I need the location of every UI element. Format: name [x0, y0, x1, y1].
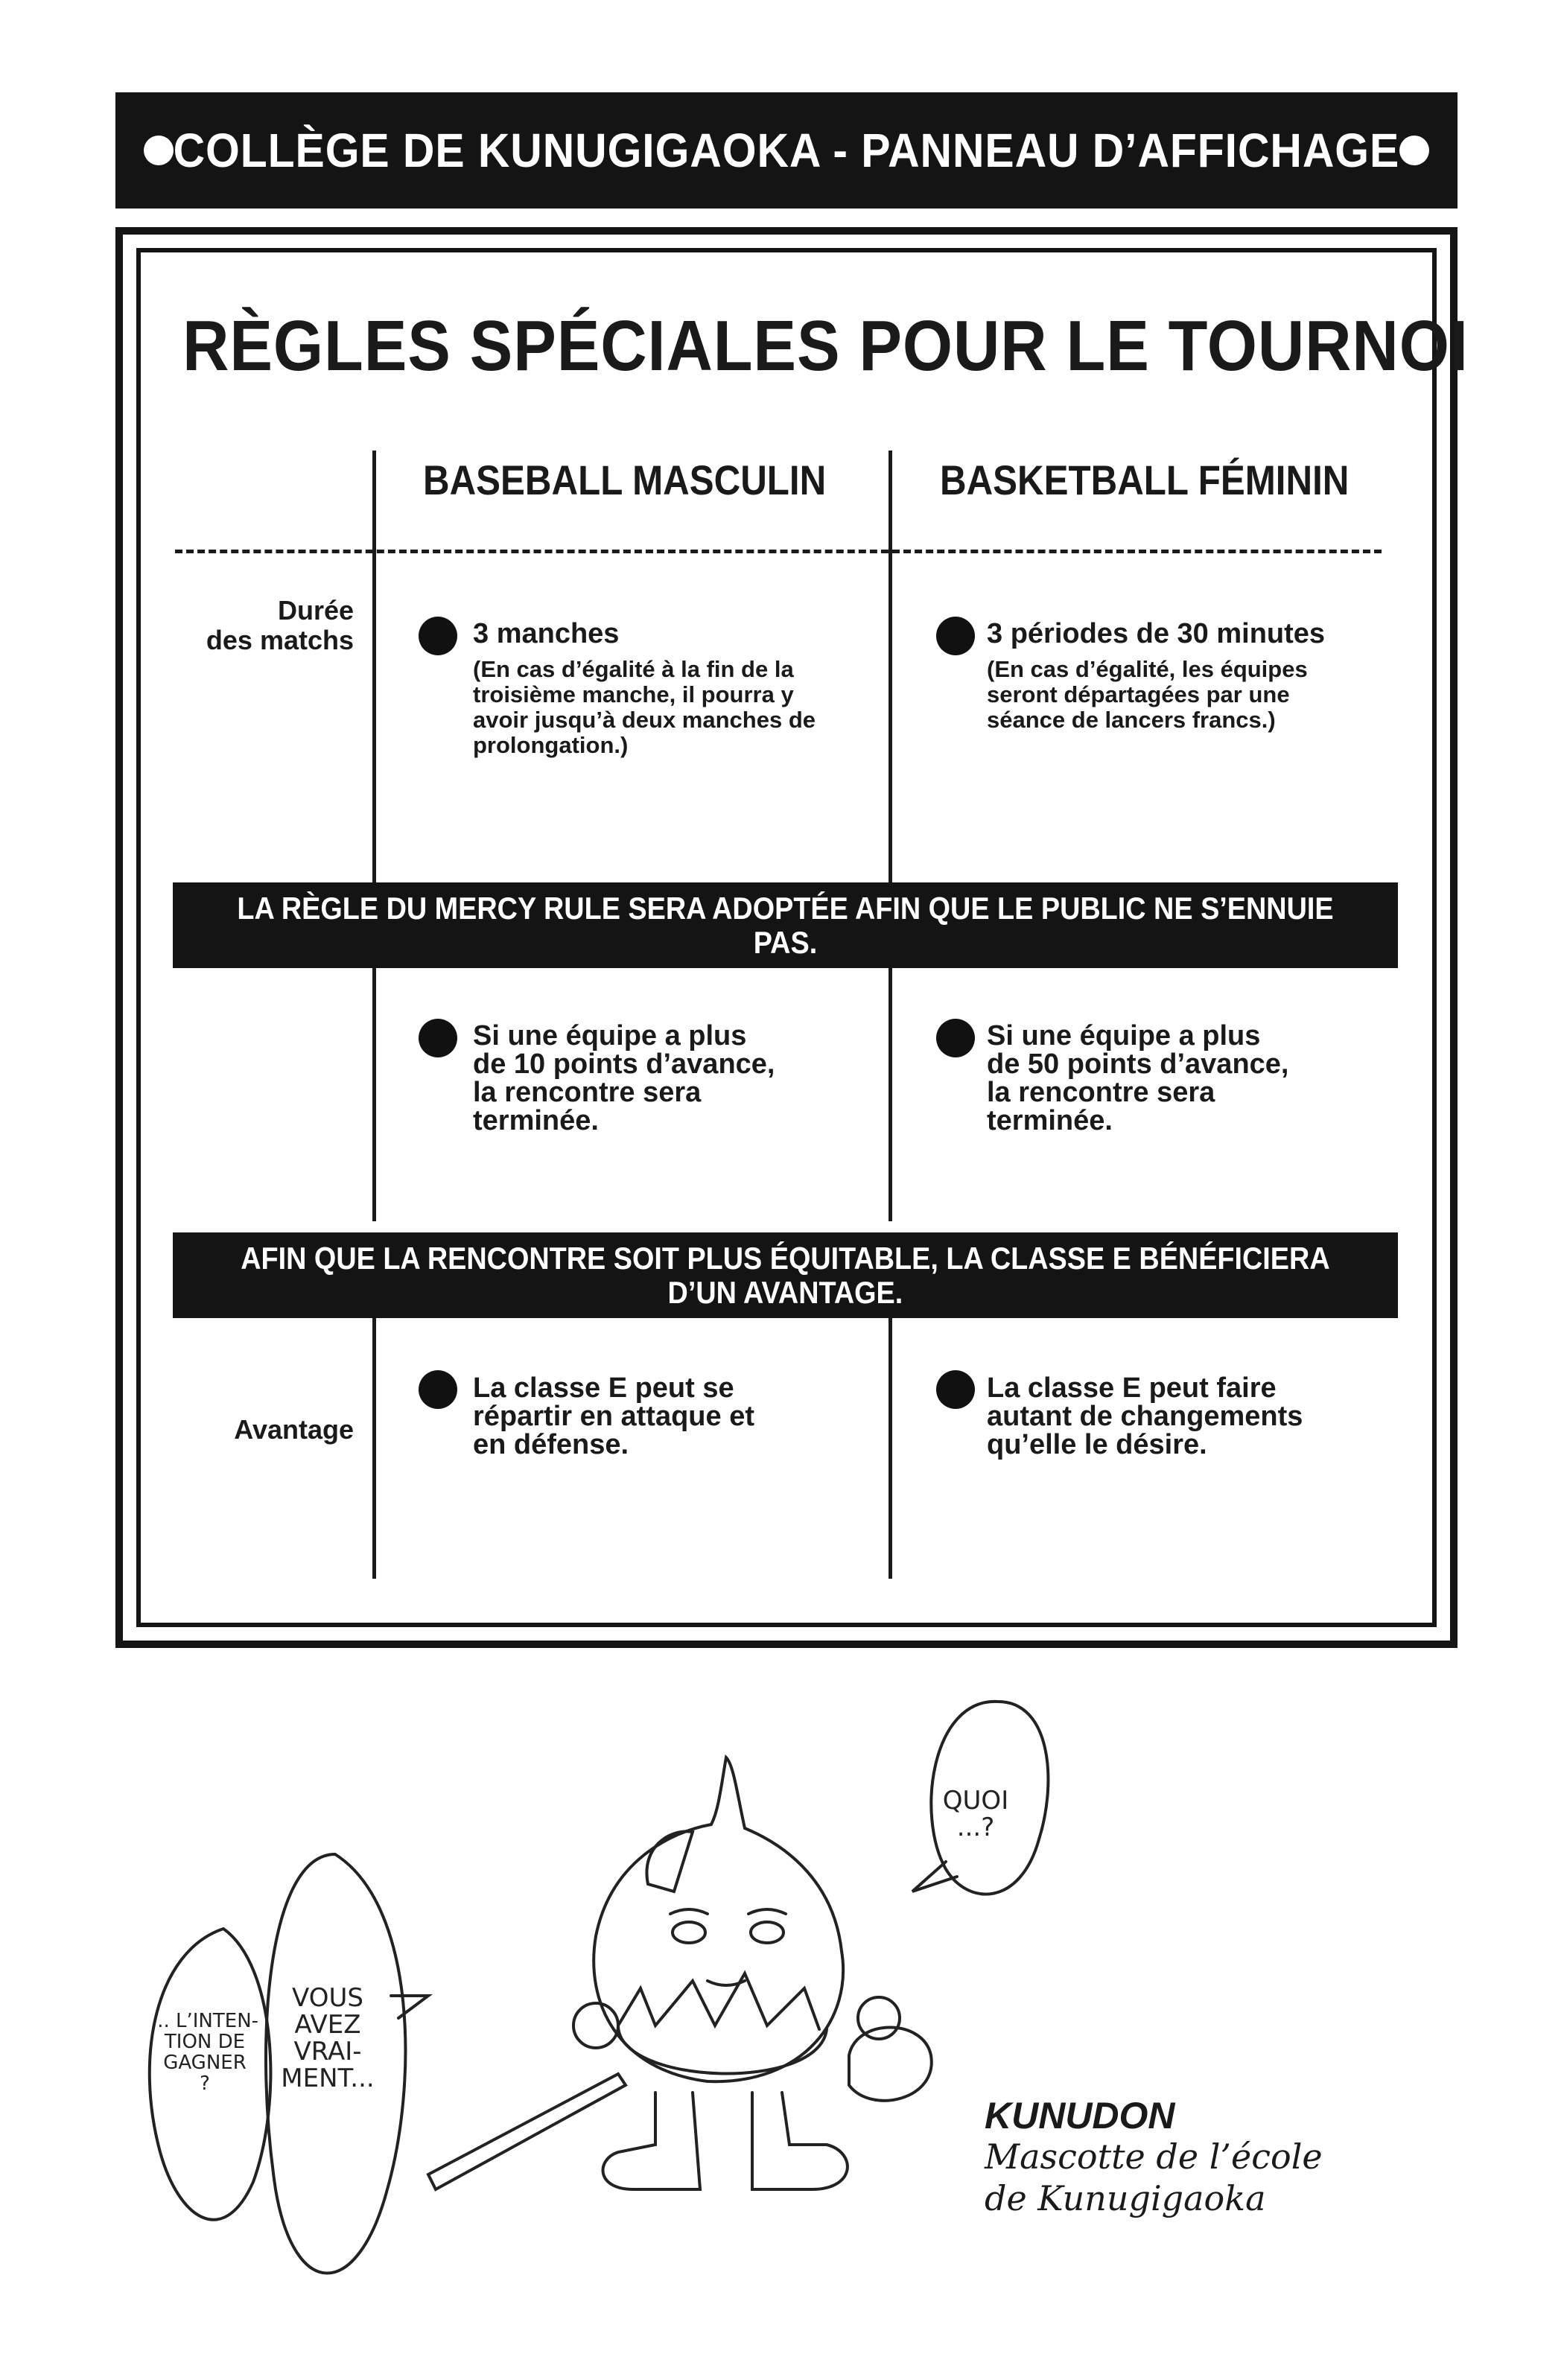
mascot-leg-right: [752, 2093, 848, 2189]
column-divider-right-bottom: [889, 1318, 892, 1579]
speech-text-left: ... L’INTEN- TION DE GAGNER ?: [150, 2010, 259, 2095]
bullet-icon: [419, 1370, 457, 1409]
mascot-glove: [849, 2028, 932, 2101]
banner-text-line: D’UN AVANTAGE.: [667, 1274, 903, 1310]
column-divider-left-top: [372, 451, 376, 884]
row-label-duration: [206, 596, 354, 655]
mascot-eye: [673, 1922, 705, 1943]
banner-text-line: AFIN QUE LA RENCONTRE SOIT PLUS ÉQUITABLE, LA CLASSE E BÉNÉFICIERA: [241, 1240, 1330, 1276]
bullet-dot-right: [1399, 136, 1429, 165]
cell-basketball-duration: [987, 618, 1337, 733]
header-title: COLLÈGE DE KUNUGIGAOKA - PANNEAU D’AFFICHAGE: [173, 124, 1400, 177]
row-label-line: Durée: [277, 595, 354, 626]
row-label-line: des matchs: [206, 625, 354, 655]
mascot-description: [985, 2136, 1323, 2219]
banner-text: LA RÈGLE DU MERCY RULE SERA ADOPTÉE AFIN QUE LE PUBLIC NE S’ENNUIE PAS.: [237, 890, 1334, 960]
mercy-rule-banner: [173, 882, 1398, 968]
cell-main-text: 3 périodes de 30 minutes: [987, 618, 1326, 649]
bulletin-header: [115, 92, 1457, 209]
mascot-description-line: Mascotte de l’école: [985, 2136, 1323, 2177]
bullet-icon: [936, 617, 975, 655]
mascot-leg-left: [603, 2093, 700, 2189]
baseball-bat-icon: [428, 2074, 626, 2189]
column-header-basketball: BASKETBALL FÉMININ: [940, 456, 1350, 503]
cell-basketball-mercy: Si une équipe a plus de 50 points d’avance, la rencontre sera terminée.: [987, 1020, 1289, 1136]
row-label-advantage: Avantage: [234, 1414, 354, 1445]
cell-baseball-mercy: Si une équipe a plus de 10 points d’avance, la rencontre sera terminée.: [473, 1020, 775, 1136]
column-divider-left-bottom: [372, 1318, 376, 1579]
mascot-head: [594, 1757, 843, 2081]
mascot-eye: [751, 1922, 783, 1943]
column-divider-right-mid: [889, 968, 892, 1221]
board-title: RÈGLES SPÉCIALES POUR LE TOURNOI: [182, 306, 1469, 386]
bullet-icon: [936, 1019, 975, 1057]
bullet-icon: [936, 1370, 975, 1409]
bullet-dot-left: [144, 136, 174, 165]
cell-sub-text: (En cas d’égalité, les équipes seront départagées par une séance de lancers francs.): [987, 656, 1308, 733]
cell-sub-text: (En cas d’égalité à la fin de la troisième manche, il pourra y avoir jusqu’à deux manches de prolongation.): [473, 656, 816, 758]
column-divider-right-top: [889, 451, 892, 884]
column-divider-left-mid: [372, 968, 376, 1221]
advantage-banner: [173, 1232, 1398, 1318]
cell-basketball-advantage: La classe E peut faire autant de changements qu’elle le désire.: [987, 1372, 1303, 1460]
speech-bubble-tail: [391, 1996, 428, 2018]
cell-main-text: 3 manches: [473, 618, 620, 649]
cell-baseball-duration: [473, 618, 823, 758]
cell-baseball-advantage: La classe E peut se répartir en attaque et en défense.: [473, 1372, 754, 1460]
header-separator: [175, 550, 1382, 553]
speech-text-middle: VOUS AVEZ VRAI- MENT...: [281, 1983, 375, 2093]
mascot-cap: [646, 1831, 693, 1891]
bullet-icon: [419, 1019, 457, 1057]
mascot-collar: [618, 1973, 819, 2029]
speech-text-right: QUOI ...?: [942, 1786, 1009, 1842]
mascot-description-line: de Kunugigaoka: [985, 2178, 1266, 2218]
bullet-icon: [419, 617, 457, 655]
mascot-body: [618, 2026, 827, 2074]
column-header-baseball: BASEBALL MASCULIN: [423, 456, 827, 503]
mascot-name: KUNUDON: [985, 2095, 1175, 2136]
